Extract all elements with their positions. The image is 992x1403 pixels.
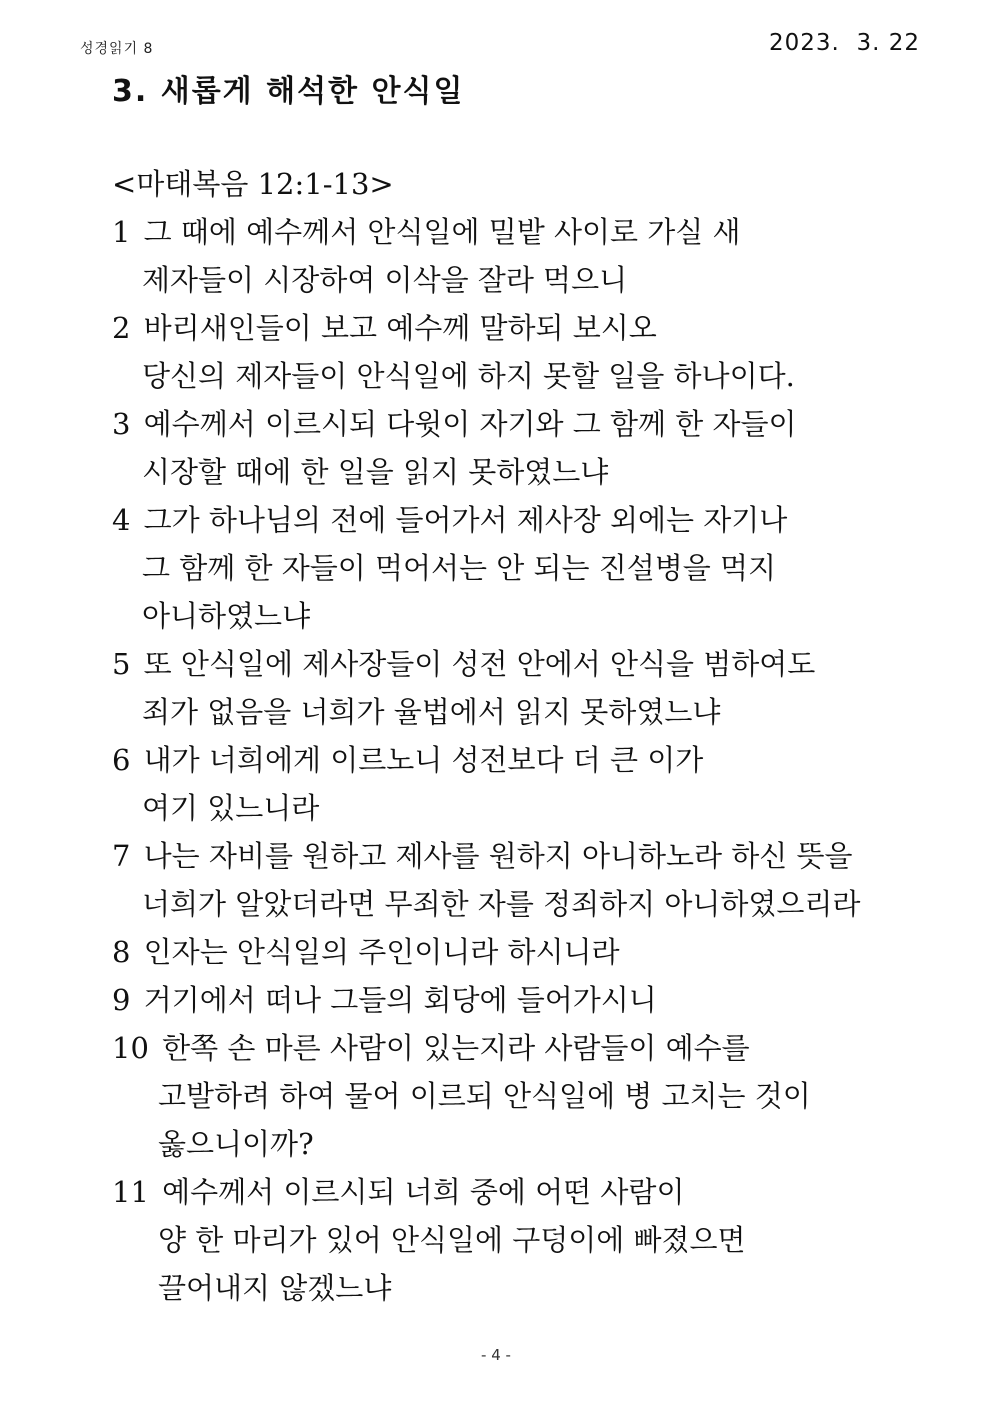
- verse-number: 8: [112, 935, 131, 969]
- verse-line: 그 때에 예수께서 안식일에 밀밭 사이로 가실 새: [143, 215, 741, 249]
- verse-line: 바리새인들이 보고 예수께 말하되 보시오: [143, 311, 657, 345]
- verse-number: 10: [112, 1031, 149, 1065]
- page-title: 3. 새롭게 해석한 안식일: [112, 74, 465, 109]
- verse-line: 여기 있느니라: [142, 791, 320, 825]
- verse-number: 6: [112, 743, 131, 777]
- verse-number: 2: [112, 311, 131, 345]
- verse-line: 그가 하나님의 전에 들어가서 제사장 외에는 자기나: [143, 503, 788, 537]
- verse: [112, 1168, 932, 1312]
- verse-line: 끌어내지 않겠느냐: [158, 1271, 392, 1305]
- verse-number: 5: [112, 647, 131, 681]
- verse-line: 예수께서 이르시되 너희 중에 어떤 사람이: [162, 1175, 685, 1209]
- verse: [112, 208, 932, 304]
- verse: [112, 1024, 932, 1168]
- verse-number: 7: [112, 839, 131, 873]
- verse-number: 11: [112, 1175, 149, 1209]
- verse-line: 아니하였느냐: [142, 599, 311, 633]
- verse-line: 한쪽 손 마른 사람이 있는지라 사람들이 예수를: [162, 1031, 750, 1065]
- verse-line: 거기에서 떠나 그들의 회당에 들어가시니: [143, 983, 657, 1017]
- verse-line: 인자는 안식일의 주인이니라 하시니라: [143, 935, 620, 969]
- verse-line: 고발하려 하여 물어 이르되 안식일에 병 고치는 것이: [158, 1079, 811, 1113]
- verse: [112, 976, 932, 1024]
- header-series-label: 성경읽기 8: [80, 41, 154, 57]
- verse-number: 3: [112, 407, 131, 441]
- page-number: - 4 -: [481, 1346, 511, 1364]
- verse-line: 옳으니이까?: [158, 1127, 314, 1161]
- verse-line: 양 한 마리가 있어 안식일에 구덩이에 빠졌으면: [158, 1223, 746, 1257]
- verse-number: 1: [112, 215, 131, 249]
- verse-line: 나는 자비를 원하고 제사를 원하지 아니하노라 하신 뜻을: [143, 839, 853, 873]
- verse-line: 내가 너희에게 이르노니 성전보다 더 큰 이가: [143, 743, 704, 777]
- verse-line: 제자들이 시장하여 이삭을 잘라 먹으니: [142, 263, 628, 297]
- verse-line: 또 안식일에 제사장들이 성전 안에서 안식을 범하여도: [143, 647, 816, 681]
- verse: [112, 832, 932, 928]
- verse: [112, 400, 932, 496]
- verse-line: 시장할 때에 한 일을 읽지 못하였느냐: [142, 455, 609, 489]
- scripture-passage: [112, 160, 932, 1312]
- verse-number: 9: [112, 983, 131, 1017]
- verse-line: 그 함께 한 자들이 먹어서는 안 되는 진설병을 먹지: [142, 551, 777, 585]
- verse-line: 너희가 알았더라면 무죄한 자를 정죄하지 아니하였으리라: [142, 887, 861, 921]
- header-date: 2023. 3. 22: [769, 30, 920, 56]
- verse-line: 죄가 없음을 너희가 율법에서 읽지 못하였느냐: [142, 695, 721, 729]
- verse: [112, 928, 932, 976]
- verse: [112, 736, 932, 832]
- verse: [112, 304, 932, 400]
- passage-reference: <마태복음 12:1-13>: [112, 167, 394, 201]
- verse-line: 예수께서 이르시되 다윗이 자기와 그 함께 한 자들이: [143, 407, 797, 441]
- verse: [112, 496, 932, 640]
- verse-line: 당신의 제자들이 안식일에 하지 못할 일을 하나이다.: [142, 359, 795, 393]
- verse: [112, 640, 932, 736]
- verse-number: 4: [112, 503, 131, 537]
